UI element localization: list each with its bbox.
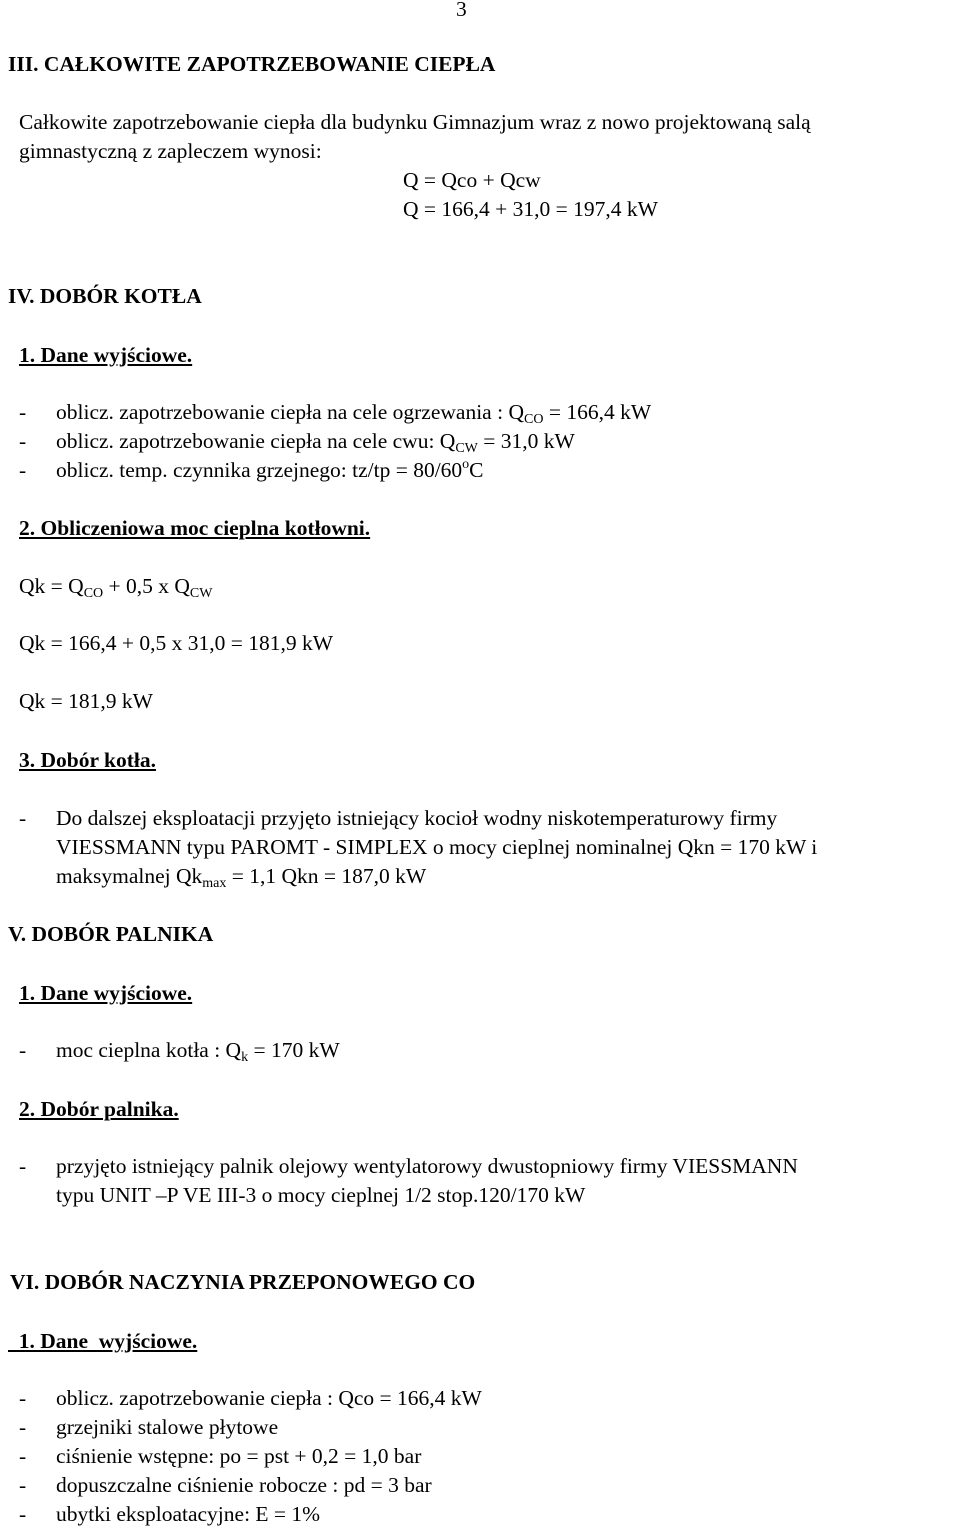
paragraph-line: gimnastyczną z zapleczem wynosi: [19, 139, 322, 163]
paragraph-text: maksymalnej Qk [56, 864, 203, 888]
item-text: przyjęto istniejący palnik olejowy wentylatorowy dwustopniowy firmy VIESSMANN [56, 1154, 798, 1178]
section-5-heading: V. DOBÓR PALNIKA [8, 922, 214, 946]
item-value: = 31,0 kW [477, 429, 575, 453]
subscript: CW [189, 586, 213, 601]
bullet-dash: - [19, 806, 27, 830]
paragraph-line: VIESSMANN typu PAROMT - SIMPLEX o mocy cieplnej nominalnej Qkn = 170 kW i [56, 835, 818, 859]
bullet-dash: - [19, 458, 27, 482]
bullet-dash: - [19, 1038, 27, 1062]
bullet-dash: - [19, 1386, 27, 1410]
bullet-dash: - [19, 1473, 27, 1497]
bullet-dash: - [19, 429, 27, 453]
item-text: oblicz. temp. czynnika grzejnego: tz/tp = 80/60 [56, 458, 463, 482]
formula-line [19, 574, 212, 600]
item-value: = 170 kW [248, 1038, 340, 1062]
paragraph-text: = 1,1 Qkn = 187,0 kW [226, 864, 427, 888]
paragraph-line: typu UNIT –P VE III-3 o mocy cieplnej 1/2 stop.120/170 kW [56, 1183, 586, 1207]
formula-text: + 0,5 x Q [103, 574, 190, 598]
item-text: dopuszczalne ciśnienie robocze : pd = 3 bar [56, 1473, 432, 1497]
superscript: o [462, 457, 470, 472]
bullet-dash: - [19, 1502, 27, 1526]
subscript: max [202, 876, 227, 891]
bullet-dash: - [19, 1415, 27, 1439]
item-text: ciśnienie wstępne: po = pst + 0,2 = 1,0 bar [56, 1444, 422, 1468]
item-text: grzejniki stalowe płytowe [56, 1415, 279, 1439]
page-number: 3 [456, 0, 467, 21]
subsection-heading: 1. Dane wyjściowe. [19, 981, 193, 1005]
formula-line: Q = Qco + Qcw [403, 168, 541, 192]
subscript: CO [83, 586, 104, 601]
item-text: Do dalszej eksploatacji przyjęto istniejący kocioł wodny niskotemperaturowy firmy [56, 806, 778, 830]
paragraph-line: Całkowite zapotrzebowanie ciepła dla budynku Gimnazjum wraz z nowo projektowaną salą [19, 110, 811, 134]
section-3-heading: III. CAŁKOWITE ZAPOTRZEBOWANIE CIEPŁA [8, 52, 496, 76]
subscript: CO [523, 412, 544, 427]
item-text: oblicz. zapotrzebowanie ciepła na cele cwu: Q [56, 429, 456, 453]
subsection-heading: 1. Dane wyjściowe. [8, 1329, 198, 1353]
item-value: = 166,4 kW [543, 400, 652, 424]
item-text: oblicz. zapotrzebowanie ciepła : Qco = 166,4 kW [56, 1386, 482, 1410]
subsection-heading: 1. Dane wyjściowe. [19, 343, 193, 367]
subscript: k [241, 1050, 249, 1065]
item-value: C [469, 458, 484, 482]
paragraph-line [56, 864, 426, 890]
bullet-dash: - [19, 400, 27, 424]
subsection-heading: 3. Dobór kotła. [19, 748, 156, 772]
subscript: CW [455, 441, 478, 456]
formula-line: Q = 166,4 + 31,0 = 197,4 kW [403, 197, 658, 221]
formula-text: Qk = Q [19, 574, 84, 598]
item-text: ubytki eksploatacyjne: E = 1% [56, 1502, 321, 1526]
section-4-heading: IV. DOBÓR KOTŁA [8, 284, 202, 308]
item-text: moc cieplna kotła : Q [56, 1038, 242, 1062]
formula-line: Qk = 181,9 kW [19, 689, 153, 713]
bullet-dash: - [19, 1154, 27, 1178]
formula-line: Qk = 166,4 + 0,5 x 31,0 = 181,9 kW [19, 631, 334, 655]
section-6-heading: VI. DOBÓR NACZYNIA PRZEPONOWEGO CO [10, 1270, 476, 1294]
bullet-dash: - [19, 1444, 27, 1468]
subsection-heading: 2. Dobór palnika. [19, 1097, 179, 1121]
item-text: oblicz. zapotrzebowanie ciepła na cele ogrzewania : Q [56, 400, 524, 424]
subsection-heading: 2. Obliczeniowa moc cieplna kotłowni. [19, 516, 371, 540]
